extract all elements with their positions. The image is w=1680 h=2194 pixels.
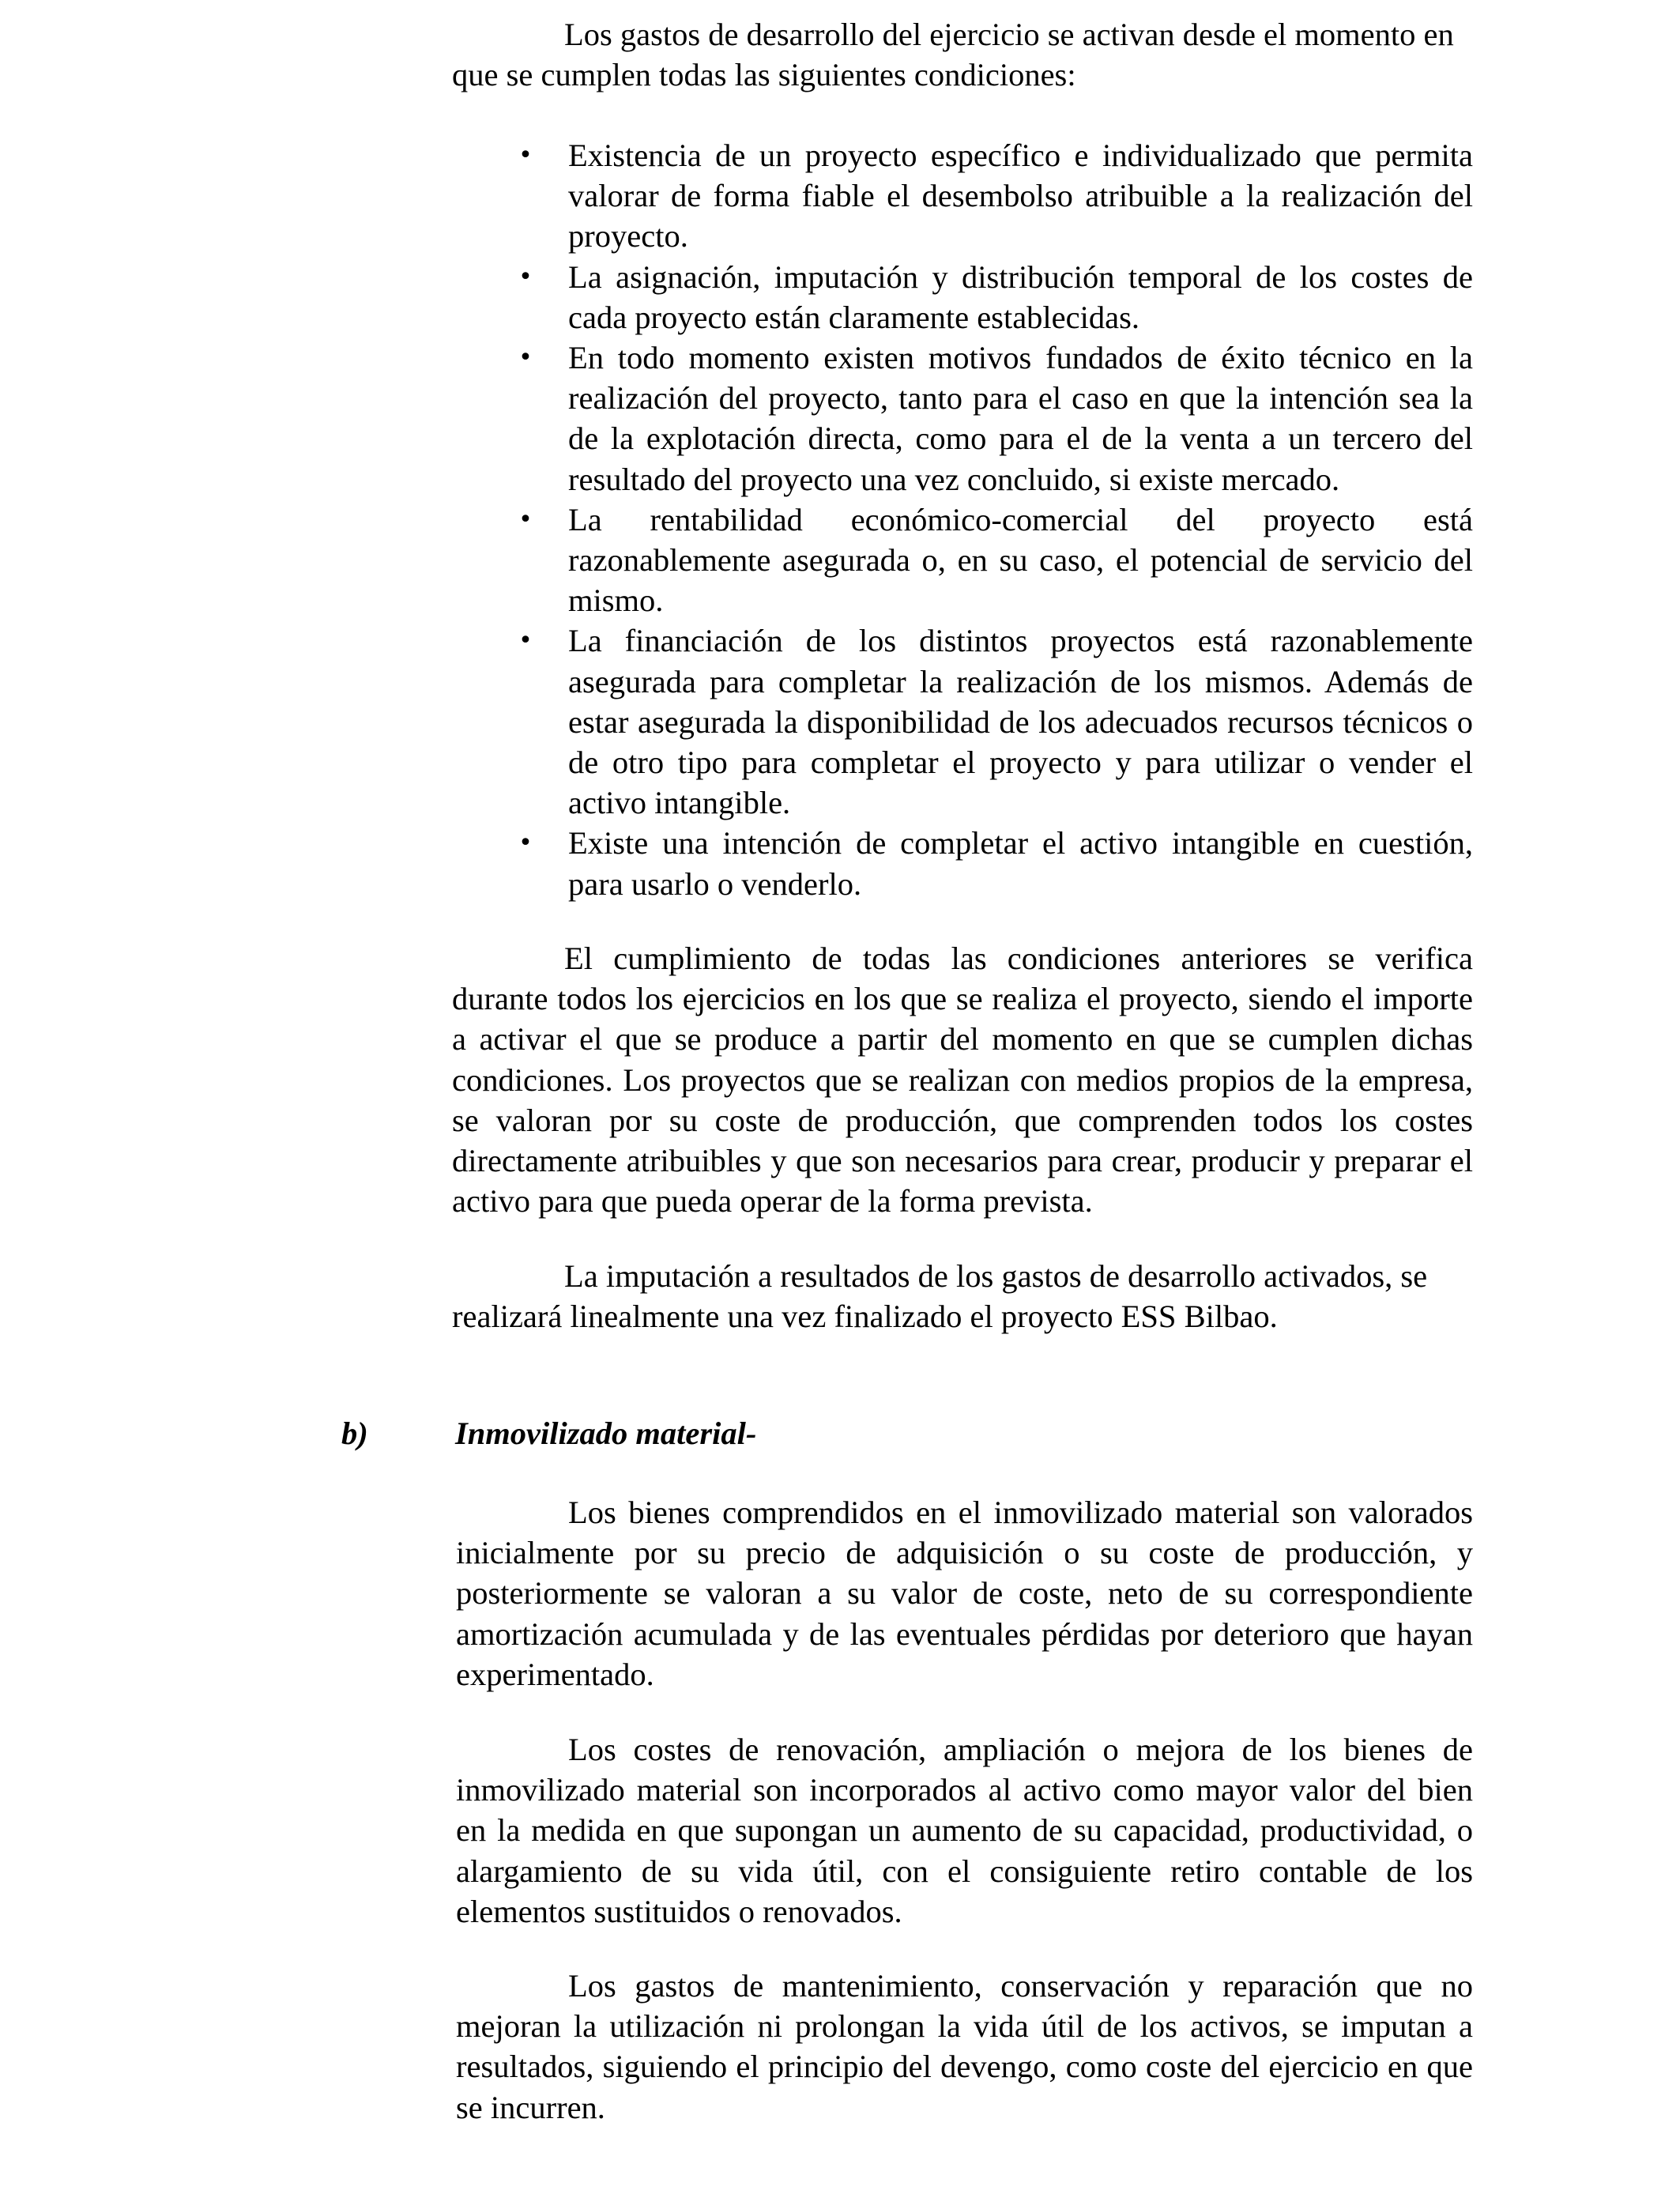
section-paragraph-block bbox=[456, 1966, 1473, 2128]
list-item-text: Existe una intención de completar el activo intangible en cuestión, para usarlo o venderlo. bbox=[568, 825, 1473, 902]
bullet-icon: • bbox=[518, 627, 533, 655]
list-item bbox=[510, 620, 1473, 823]
list-item bbox=[510, 257, 1473, 337]
section-title: Inmovilizado material- bbox=[455, 1416, 757, 1451]
bullet-icon: • bbox=[518, 262, 533, 291]
intro-paragraph: Los gastos de desarrollo del ejercicio se activan desde el momento en que se cumplen todas las siguientes condiciones: bbox=[452, 17, 1454, 93]
bullet-icon: • bbox=[518, 505, 533, 533]
section-paragraph: Los gastos de mantenimiento, conservación y reparación que no mejoran la utilización ni prolongan la vida útil de los activos, se imputan a resultados, siguiendo el principio del devengo, como coste del ejercicio en que se incurren. bbox=[456, 1968, 1473, 2125]
list-item bbox=[510, 823, 1473, 903]
list-item-text: En todo momento existen motivos fundados de éxito técnico en la realización del proyecto, tanto para el caso en que la intención sea la de la explotación directa, como para el de la venta a un tercero del resultado del proyecto una vez concluido, si existe mercado. bbox=[568, 340, 1473, 497]
list-item-text: Existencia de un proyecto específico e individualizado que permita valorar de forma fiable el desembolso atribuible a la realización del proyecto. bbox=[568, 138, 1473, 254]
conditions-list bbox=[510, 135, 1473, 904]
bullet-icon: • bbox=[518, 829, 533, 858]
list-item-text: La financiación de los distintos proyectos está razonablemente asegurada para completar la realización de los mismos. Además de estar asegurada la disponibilidad de los adecuados recursos técnicos o de otro tipo para completar el proyecto y para utilizar o vender el activo intangible. bbox=[568, 623, 1473, 821]
list-item bbox=[510, 337, 1473, 499]
list-item bbox=[510, 499, 1473, 621]
section-paragraph: Los bienes comprendidos en el inmovilizado material son valorados inicialmente por su precio de adquisición o su coste de producción, y posteriormente se valoran a su valor de coste, neto de su correspondiente amortización acumulada y de las eventuales pérdidas por deterioro que hayan experimentado. bbox=[456, 1495, 1473, 1692]
verification-paragraph-block bbox=[452, 938, 1473, 1221]
verification-paragraph: El cumplimiento de todas las condiciones anteriores se verifica durante todos los ejercicios en los que se realiza el proyecto, siendo el importe a activar el que se produce a partir del momento en que se cumplen dichas condiciones. Los proyectos que se realizan con medios propios de la empresa, se valoran por su coste de producción, que comprenden todos los costes directamente atribuibles y que son necesarios para crear, producir y preparar el activo para que pueda operar de la forma prevista. bbox=[452, 941, 1473, 1220]
imputation-paragraph-block bbox=[452, 1256, 1473, 1336]
list-item-text: La asignación, imputación y distribución temporal de los costes de cada proyecto están claramente establecidas. bbox=[568, 258, 1473, 335]
section-paragraph: Los costes de renovación, ampliación o mejora de los bienes de inmovilizado material son incorporados al activo como mayor valor del bien en la medida en que supongan un aumento de su capacidad, productividad, o alargamiento de su vida útil, con el consiguiente retiro contable de los elementos sustituidos o renovados. bbox=[456, 1732, 1473, 1929]
section-letter: b) bbox=[341, 1416, 368, 1451]
bullet-icon: • bbox=[518, 344, 533, 372]
section-paragraph-block bbox=[456, 1729, 1473, 1932]
section-paragraph-block bbox=[456, 1492, 1473, 1695]
imputation-paragraph: La imputación a resultados de los gastos de desarrollo activados, se realizará linealmente una vez finalizado el proyecto ESS Bilbao. bbox=[452, 1258, 1428, 1335]
bullet-icon: • bbox=[518, 141, 533, 169]
list-item bbox=[510, 135, 1473, 257]
list-item-text: La rentabilidad económico-comercial del proyecto está razonablemente asegurada o, en su caso, el potencial de servicio del mismo. bbox=[568, 501, 1473, 619]
intro-paragraph-block bbox=[452, 14, 1473, 95]
